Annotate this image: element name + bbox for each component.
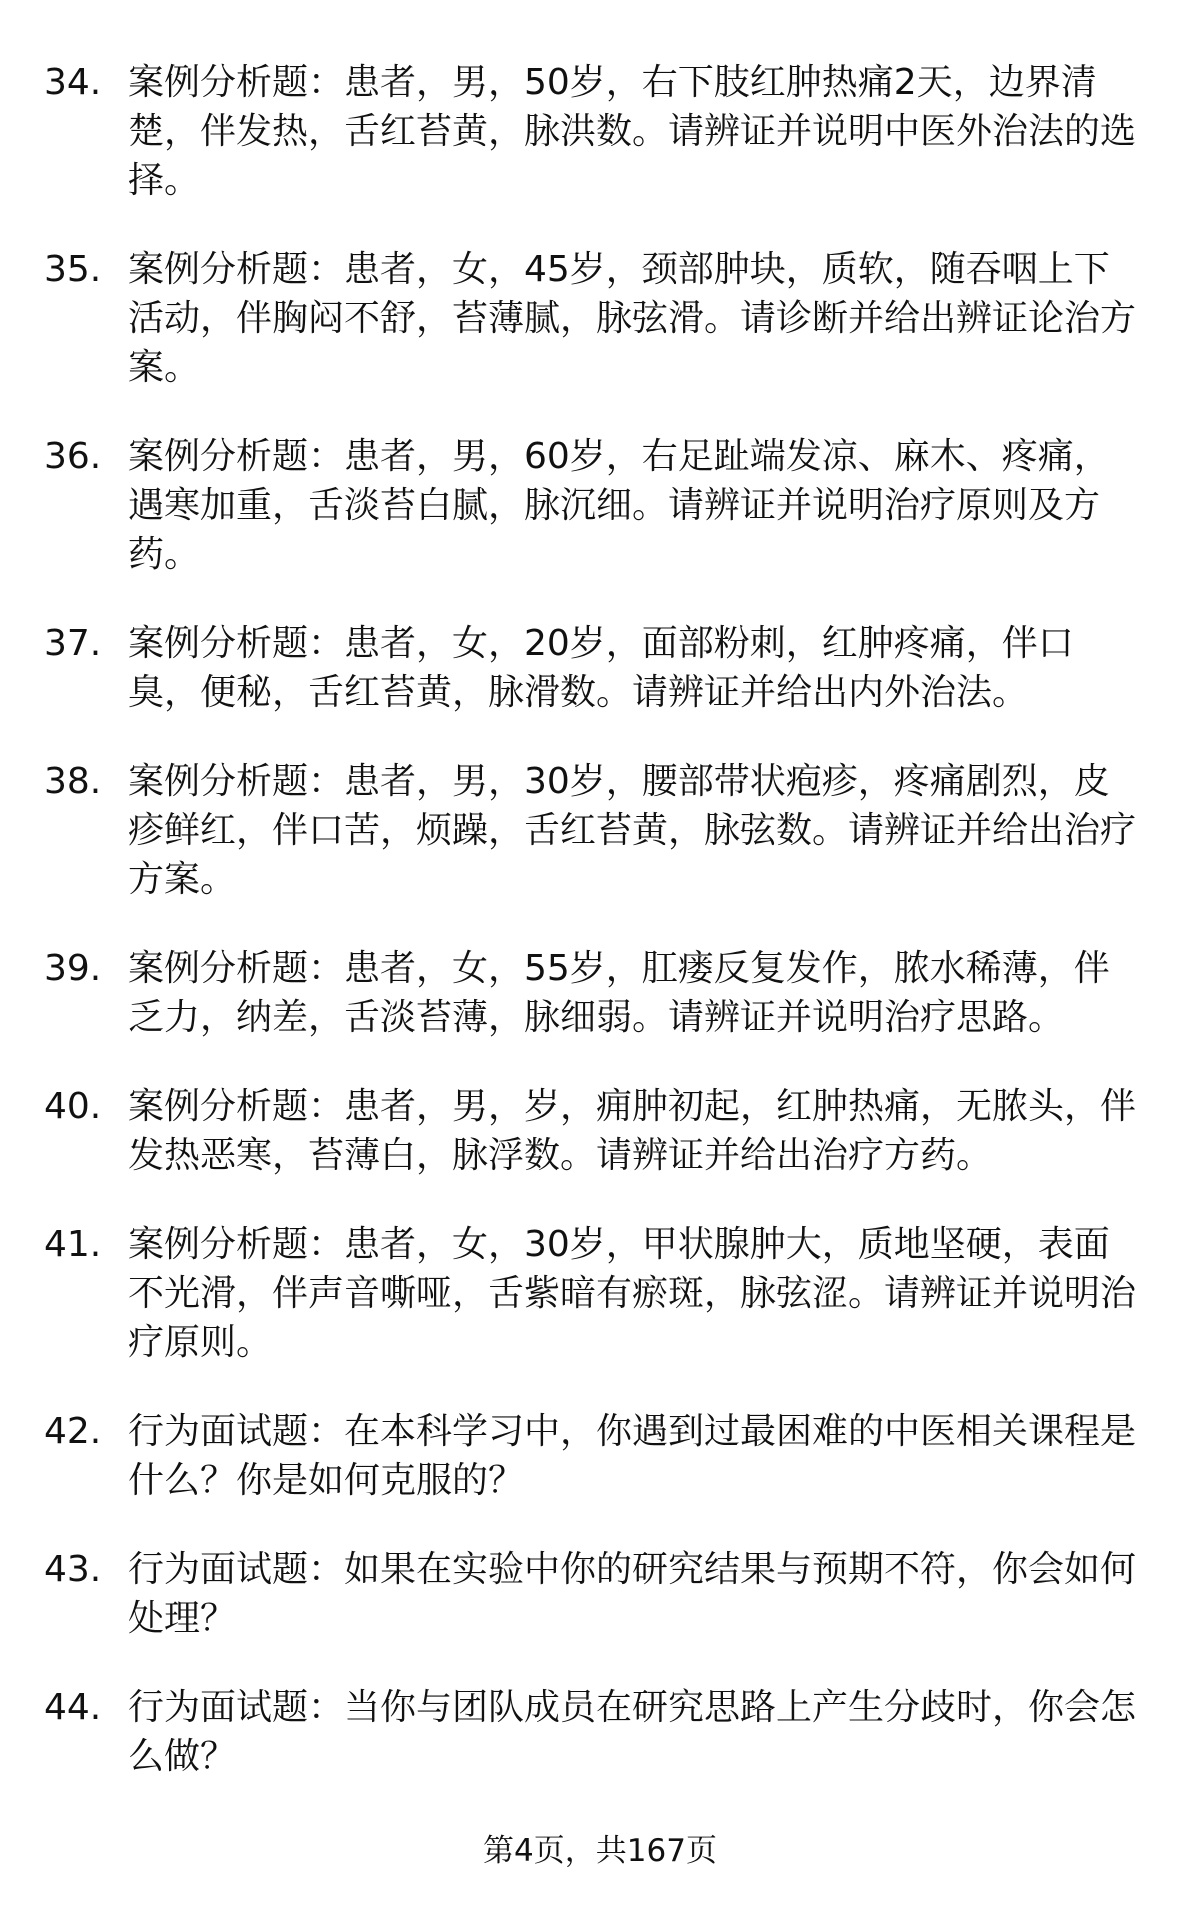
- question-number: 44.: [44, 1687, 102, 1728]
- question-number: 34.: [44, 62, 102, 103]
- question-number: 41.: [44, 1224, 102, 1265]
- question-text: 案例分析题：患者，男，50岁，右下肢红肿热痛2天，边界清楚，伴发热，舌红苔黄，脉洪数。请辨证并说明中医外治法的选择。: [128, 62, 1137, 201]
- question-number: 38.: [44, 761, 102, 802]
- question-item: [0, 1082, 1200, 1180]
- question-item: [0, 944, 1200, 1042]
- question-number: 40.: [44, 1086, 102, 1127]
- question-item: [0, 432, 1200, 579]
- question-number: 43.: [44, 1549, 102, 1590]
- page-number: 第4页，共167页: [483, 1833, 717, 1869]
- question-number: 36.: [44, 436, 102, 477]
- question-text: 案例分析题：患者，女，55岁，肛瘘反复发作，脓水稀薄，伴乏力，纳差，舌淡苔薄，脉细弱。请辨证并说明治疗思路。: [128, 948, 1110, 1038]
- question-item: [0, 1220, 1200, 1367]
- question-text: 案例分析题：患者，男，60岁，右足趾端发凉、麻木、疼痛，遇寒加重，舌淡苔白腻，脉沉细。请辨证并说明治疗原则及方药。: [128, 436, 1110, 575]
- question-text: 案例分析题：患者，女，30岁，甲状腺肿大，质地坚硬，表面不光滑，伴声音嘶哑，舌紫暗有瘀斑，脉弦涩。请辨证并说明治疗原则。: [128, 1224, 1137, 1363]
- question-text: 案例分析题：患者，女，45岁，颈部肿块，质软，随吞咽上下活动，伴胸闷不舒，苔薄腻，脉弦滑。请诊断并给出辨证论治方案。: [128, 249, 1137, 388]
- question-item: [0, 58, 1200, 205]
- question-text: 行为面试题：在本科学习中，你遇到过最困难的中医相关课程是什么？你是如何克服的？: [128, 1411, 1137, 1501]
- question-number: 37.: [44, 623, 102, 664]
- question-item: [0, 1545, 1200, 1643]
- question-number: 39.: [44, 948, 102, 989]
- question-item: [0, 1683, 1200, 1781]
- question-item: [0, 619, 1200, 717]
- question-item: [0, 757, 1200, 904]
- question-text: 案例分析题：患者，男，30岁，腰部带状疱疹，疼痛剧烈，皮疹鲜红，伴口苦，烦躁，舌红苔黄，脉弦数。请辨证并给出治疗方案。: [128, 761, 1137, 900]
- question-list: [0, 58, 1200, 1821]
- question-text: 行为面试题：如果在实验中你的研究结果与预期不符，你会如何处理？: [128, 1549, 1137, 1639]
- question-text: 案例分析题：患者，女，20岁，面部粉刺，红肿疼痛，伴口臭，便秘，舌红苔黄，脉滑数。请辨证并给出内外治法。: [128, 623, 1074, 713]
- question-number: 42.: [44, 1411, 102, 1452]
- question-text: 行为面试题：当你与团队成员在研究思路上产生分歧时，你会怎么做？: [128, 1687, 1137, 1777]
- question-item: [0, 245, 1200, 392]
- question-number: 35.: [44, 249, 102, 290]
- question-text: 案例分析题：患者，男，岁，痈肿初起，红肿热痛，无脓头，伴发热恶寒，苔薄白，脉浮数。请辨证并给出治疗方药。: [128, 1086, 1137, 1176]
- question-item: [0, 1407, 1200, 1505]
